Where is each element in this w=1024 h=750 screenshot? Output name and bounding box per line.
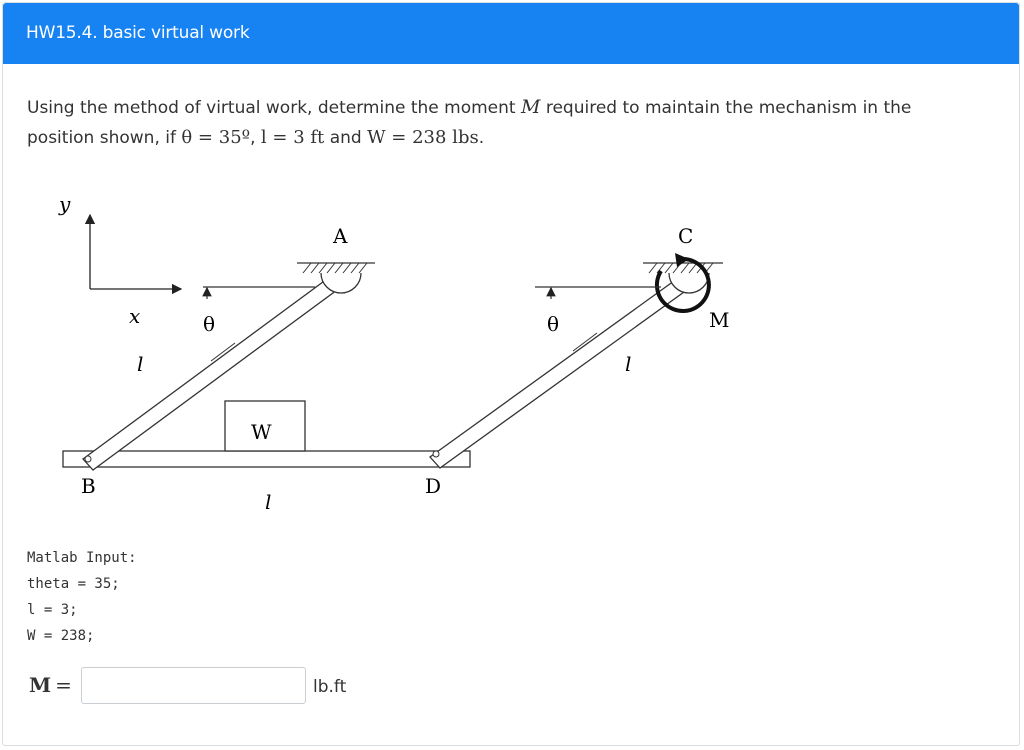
question-card [2, 2, 1020, 746]
theta-left-label: θ [203, 312, 216, 336]
matlab-line: l = 3; [27, 602, 78, 618]
label-W: W [251, 420, 272, 444]
axis-x-label: x [129, 304, 141, 328]
beam-BD [63, 451, 470, 467]
matlab-heading: Matlab Input: [27, 550, 137, 566]
link-CD [430, 281, 684, 468]
math-theta: θ = 35º [181, 127, 251, 148]
theta-right-label: θ [547, 312, 560, 336]
matlab-line: theta = 35; [27, 576, 120, 592]
l-right-label: l [625, 352, 632, 376]
l-left-label: l [137, 352, 144, 376]
question-text-part: position shown, if [27, 128, 176, 148]
math-W: W = 238 lbs [367, 127, 479, 148]
support-C [643, 224, 729, 332]
answer-label [29, 673, 72, 697]
axes [58, 192, 181, 328]
label-M: M [709, 308, 730, 332]
moment-answer-input[interactable] [81, 667, 306, 704]
mechanism-figure [53, 191, 753, 521]
question-text-part: required to maintain the mechanism in the [545, 98, 912, 118]
matlab-line: W = 238; [27, 628, 95, 644]
axis-y-label: y [59, 192, 71, 216]
card-header [3, 3, 1019, 64]
label-A: A [333, 224, 348, 248]
math-M: M [520, 96, 541, 118]
label-B: B [81, 474, 96, 498]
matlab-input-block [27, 545, 137, 649]
l-bottom-label: l [265, 490, 272, 514]
question-text-part: . [478, 128, 485, 148]
answer-symbol: M [29, 673, 52, 697]
question-title: HW15.4. basic virtual work [26, 23, 250, 43]
label-D: D [425, 474, 442, 498]
support-A [297, 224, 375, 293]
label-C: C [678, 224, 694, 248]
answer-units: lb.ft [313, 677, 347, 697]
question-text-part: Using the method of virtual work, determine the moment [27, 98, 516, 118]
question-text [27, 93, 987, 153]
question-text-part: , [250, 128, 256, 148]
math-l: l = 3 ft [260, 127, 325, 148]
question-text-part: and [329, 128, 362, 148]
answer-equals: = [55, 673, 72, 697]
